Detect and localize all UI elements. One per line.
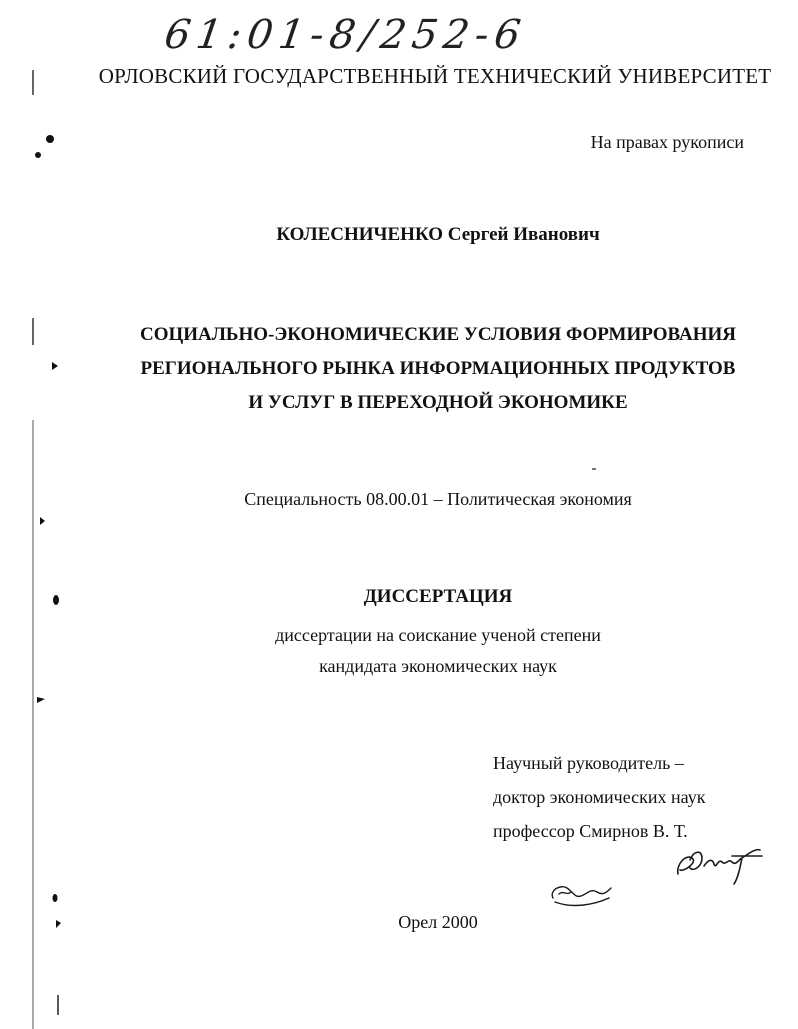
city-and-year: Орел 2000 [398, 912, 478, 932]
supervisor-line: профессор Смирнов В. Т. [493, 821, 688, 841]
scan-speck [592, 468, 596, 470]
supervisor-line: доктор экономических наук [493, 787, 706, 807]
scan-margin-marks [0, 0, 70, 1029]
dissertation-heading: ДИССЕРТАЦИЯ [363, 586, 513, 607]
supervisor-block [493, 746, 705, 848]
degree-line: диссертации на соискание ученой степени [275, 625, 601, 645]
title-line: И УСЛУГ В ПЕРЕХОДНОЙ ЭКОНОМИКЕ [248, 392, 628, 413]
archive-number-handwritten: 61:01-8/252-6 [161, 12, 530, 58]
manuscript-rights-note: На правах рукописи [590, 132, 744, 152]
specialty-line: Специальность 08.00.01 – Политическая экономия [244, 489, 632, 509]
title-line: СОЦИАЛЬНО-ЭКОНОМИЧЕСКИЕ УСЛОВИЯ ФОРМИРОВАНИЯ [139, 324, 737, 345]
degree-line: кандидата экономических наук [319, 656, 557, 676]
university-name: ОРЛОВСКИЙ ГОСУДАРСТВЕННЫЙ ТЕХНИЧЕСКИЙ УНИВЕРСИТЕТ [98, 64, 772, 88]
handwritten-initials-icon [545, 878, 617, 910]
dissertation-title [0, 318, 798, 420]
supervisor-line: Научный руководитель – [493, 753, 684, 773]
handwritten-signature-icon [672, 836, 768, 886]
author-name: КОЛЕСНИЧЕНКО Сергей Иванович [276, 224, 600, 245]
title-line: РЕГИОНАЛЬНОГО РЫНКА ИНФОРМАЦИОННЫХ ПРОДУКТОВ [140, 358, 736, 379]
degree-description [0, 620, 798, 682]
